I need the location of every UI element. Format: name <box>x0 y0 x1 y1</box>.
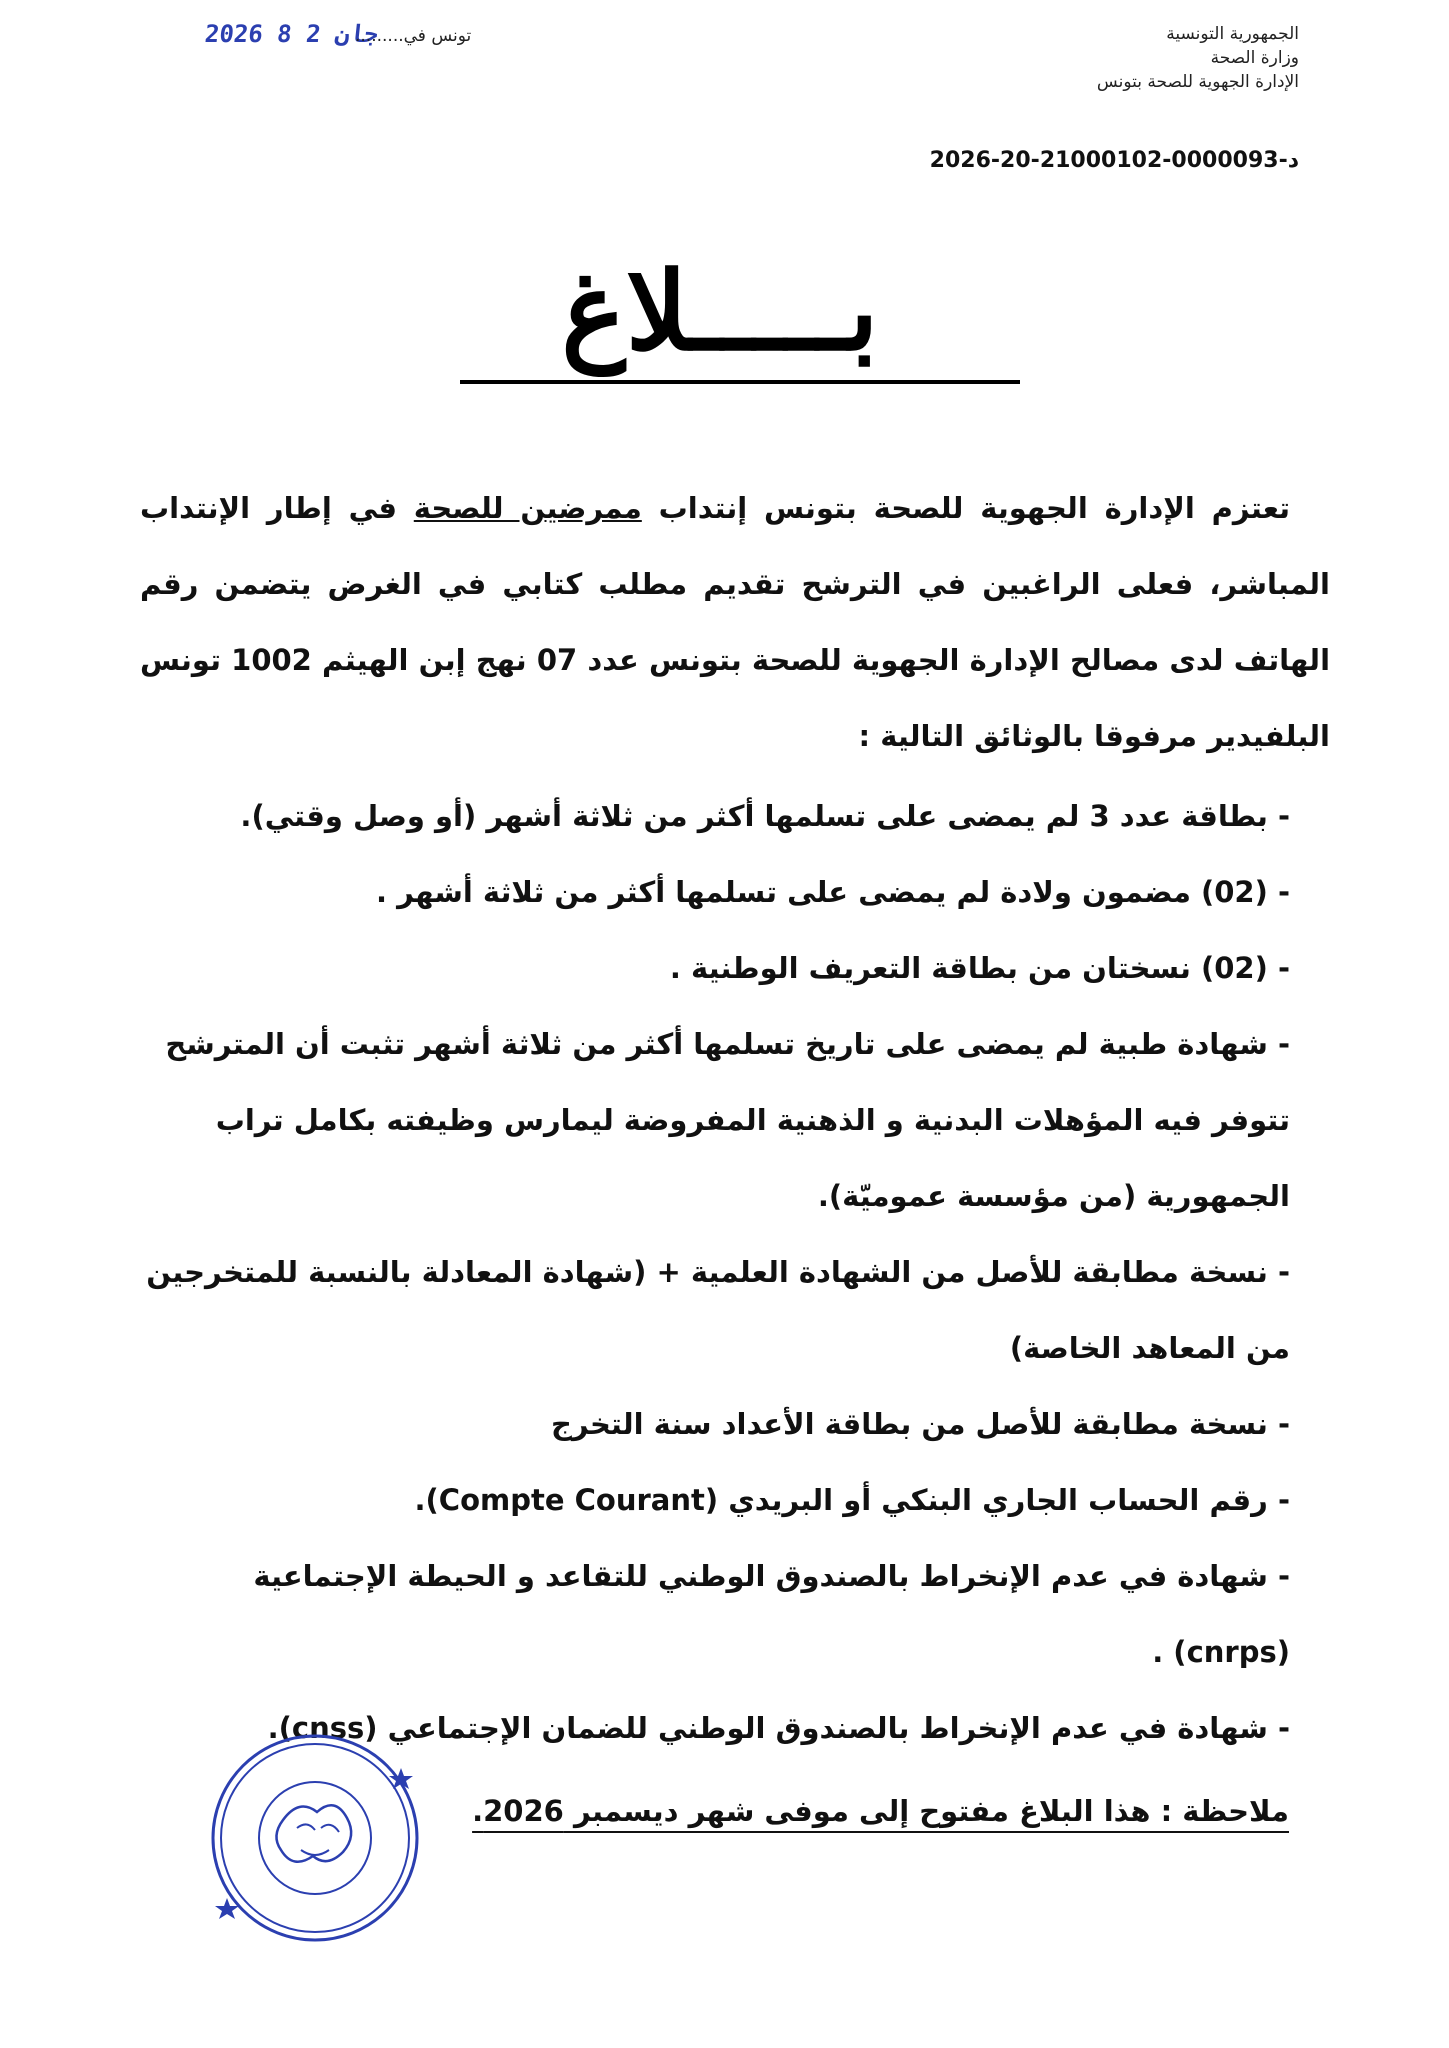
document-item: - رقم الحساب الجاري البنكي أو البريدي (Compte Courant). <box>414 1483 1290 1517</box>
page-title: بـــــلاغ <box>561 249 879 375</box>
intro-part2: في إطار الإنتداب المباشر، فعلى الراغبين في الترشح تقديم مطلب كتابي في الغرض يتضمن رقم الهاتف لدى مصالح الإدارة الجهوية للصحة بتونس عدد 07 نهج إبن الهيثم 1002 تونس البلفيدير مرفوقا بالوثائق التالية : <box>140 491 1331 753</box>
official-seal-icon <box>205 1728 425 1948</box>
country-name: الجمهورية التونسية <box>1166 24 1299 44</box>
document-item: - نسخة مطابقة للأصل من الشهادة العلمية + (شهادة المعادلة بالنسبة للمتخرجين من المعاهد الخاصة) <box>146 1255 1290 1365</box>
announcement-body <box>140 470 1330 1766</box>
documents-list <box>140 778 1330 1766</box>
date-stamp: 2026 جان 2 8 <box>203 20 380 48</box>
document-item: - شهادة في عدم الإنخراط بالصندوق الوطني للضمان الإجتماعي (cnss). <box>267 1711 1290 1745</box>
intro-highlight: ممرضين للصحة <box>413 491 642 525</box>
document-item: - نسخة مطابقة للأصل من بطاقة الأعداد سنة التخرج <box>551 1407 1290 1441</box>
header-date <box>205 20 505 60</box>
document-item: - (02) نسختان من بطاقة التعريف الوطنية . <box>669 951 1290 985</box>
intro-part1: تعتزم الإدارة الجهوية للصحة بتونس إنتداب <box>658 491 1290 525</box>
reference-number: د-0000093-21000102-20-2026 <box>929 148 1299 173</box>
document-item: - شهادة في عدم الإنخراط بالصندوق الوطني للتقاعد و الحيطة الإجتماعية (cnrps) . <box>253 1559 1290 1669</box>
title-block <box>390 249 1050 392</box>
document-item: - بطاقة عدد 3 لم يمضى على تسلمها أكثر من ثلاثة أشهر (أو وصل وقتي). <box>240 799 1290 833</box>
header-institution <box>879 22 1299 94</box>
closing-note: ملاحظة : هذا البلاغ مفتوح إلى موفى شهر ديسمبر 2026. <box>472 1794 1289 1828</box>
ministry-name: وزارة الصحة <box>1210 48 1299 68</box>
place-label: تونس في......... <box>355 26 472 46</box>
title-underline <box>460 380 1020 384</box>
document-item: - شهادة طبية لم يمضى على تاريخ تسلمها أكثر من ثلاثة أشهر تثبت أن المترشح تتوفر فيه المؤهلات البدنية و الذهنية المفروضة ليمارس وظيفته بكامل تراب الجمهورية (من مؤسسة عموميّة). <box>165 1027 1290 1213</box>
intro-paragraph <box>140 470 1330 774</box>
document-item: - (02) مضمون ولادة لم يمضى على تسلمها أكثر من ثلاثة أشهر . <box>376 875 1290 909</box>
administration-name: الإدارة الجهوية للصحة بتونس <box>1096 72 1299 92</box>
